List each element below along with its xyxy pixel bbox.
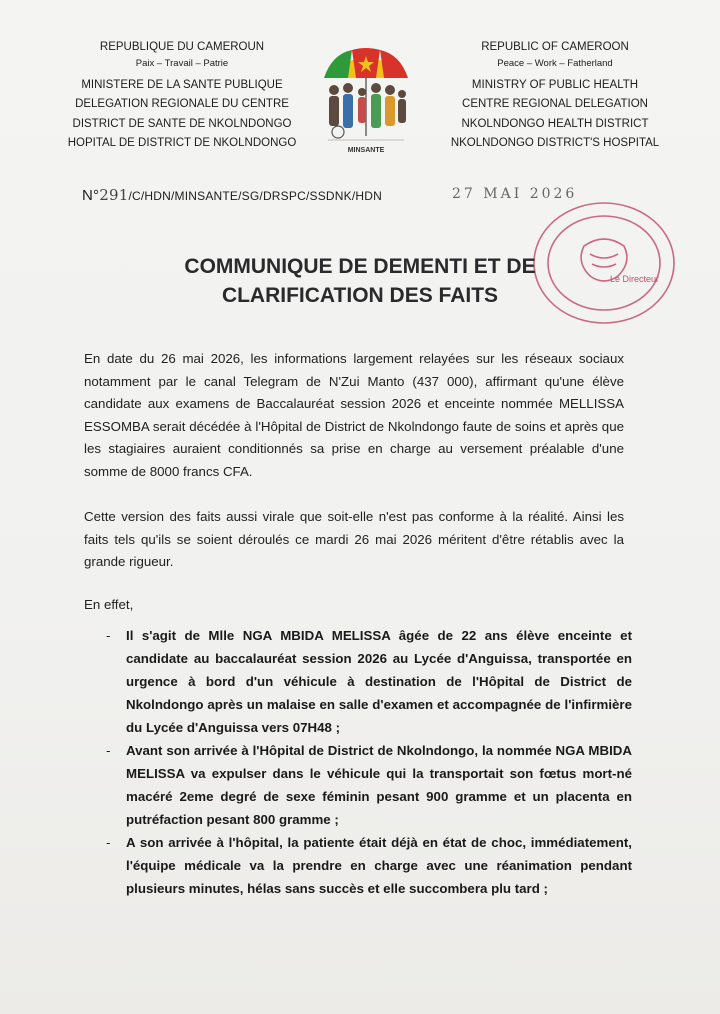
reference-code: /C/HDN/MINSANTE/SG/DRSPC/SSDNK/HDN — [128, 189, 382, 203]
header-left-line4: DISTRICT DE SANTE DE NKOLNDONGO — [72, 117, 292, 130]
list-item-text: Il s'agit de Mlle NGA MBIDA MELISSA âgée de 22 ans élève enceinte et candidate au baccalauréat session 2026 au Lycée d'Anguissa, transportée en urgence à bord d'un véhicule à destination de l'Hôpital de District de Nkolndongo après un malaise en salle d'examen et accompagnée de l'infirmière du Lycée d'Anguissa vers 07H48 ; — [126, 628, 632, 735]
reference-prefix: N° — [82, 187, 100, 204]
paragraph-clarification: Cette version des faits aussi virale que soit-elle n'est pas conforme à la réalité. Ainsi les faits tels qu'ils se soient déroulés ce mardi 26 mai 2026 méritent d'être rétablis avec la grande rigueur. — [84, 509, 624, 569]
header-right-line1: REPUBLIC OF CAMEROON — [481, 41, 629, 53]
header-right-motto: Peace – Work – Fatherland — [497, 57, 613, 69]
header-left-line5: HOPITAL DE DISTRICT DE NKOLNDONGO — [67, 137, 297, 149]
list-item-text: A son arrivée à l'hôpital, la patiente était déjà en état de choc, immédiatement, l'équipe médicale va la prendre en charge avec une réanimation pendant plusieurs minutes, hélas sans succès et elle succombera plu tard ; — [126, 835, 632, 896]
header-right-line4: NKOLNDONGO HEALTH DISTRICT — [461, 117, 649, 130]
title-line2: CLARIFICATION DES FAITS — [221, 284, 499, 307]
bullet-marker: - — [106, 835, 111, 850]
stamp-text: Le Directeur — [610, 274, 660, 284]
logo-caption: MINSANTE — [347, 147, 385, 154]
header-right-line2: MINISTRY OF PUBLIC HEALTH — [471, 78, 639, 91]
list-item — [84, 739, 632, 831]
title-line1: COMMUNIQUE DE DEMENTI ET DE — [184, 255, 536, 278]
reference-number — [82, 186, 382, 204]
header-right-line5: NKOLNDONGO DISTRICT'S HOSPITAL — [450, 137, 660, 149]
header-left-line2: MINISTERE DE LA SANTE PUBLIQUE — [81, 78, 283, 91]
header-right — [430, 38, 680, 154]
facts-list — [84, 624, 632, 900]
list-item — [84, 831, 632, 900]
header-left-line1: REPUBLIQUE DU CAMEROUN — [99, 41, 265, 53]
header-right-line3: CENTRE REGIONAL DELEGATION — [462, 98, 648, 110]
date-stamp: 27 MAI 2026 — [452, 186, 578, 202]
document-title — [120, 252, 600, 310]
bullet-marker: - — [106, 628, 111, 643]
header-left — [62, 38, 302, 154]
list-item — [84, 624, 632, 739]
paragraph-en-effet: En effet, — [84, 597, 134, 612]
minsante-logo — [318, 44, 414, 156]
bullet-marker: - — [106, 743, 111, 758]
paragraph-intro: En date du 26 mai 2026, les informations largement relayées sur les réseaux sociaux notamment par le canal Telegram de N'Zui Manto (437 000), affirmant qu'une élève candidate aux examens de Baccalauréat session 2026 et enceinte nommée MELLISSA ESSOMBA serait décédée à l'Hôpital de District de Nkolndongo faute de soins et après que les stagiaires auraient conditionnés sa prise en charge au versement préalable d'une somme de 8000 francs CFA. — [84, 351, 624, 479]
header-left-line3: DELEGATION REGIONALE DU CENTRE — [75, 98, 289, 110]
reference-handwritten-number: 291 — [99, 186, 129, 204]
list-item-text: Avant son arrivée à l'Hôpital de District de Nkolndongo, la nommée NGA MBIDA MELISSA va expulser dans le véhicule qui la transportait son fœtus mort-né macéré 2eme degré de sexe féminin pesant 900 gramme et un placenta en putréfaction pesant 800 gramme ; — [126, 743, 632, 827]
header-left-motto: Paix – Travail – Patrie — [135, 57, 229, 69]
